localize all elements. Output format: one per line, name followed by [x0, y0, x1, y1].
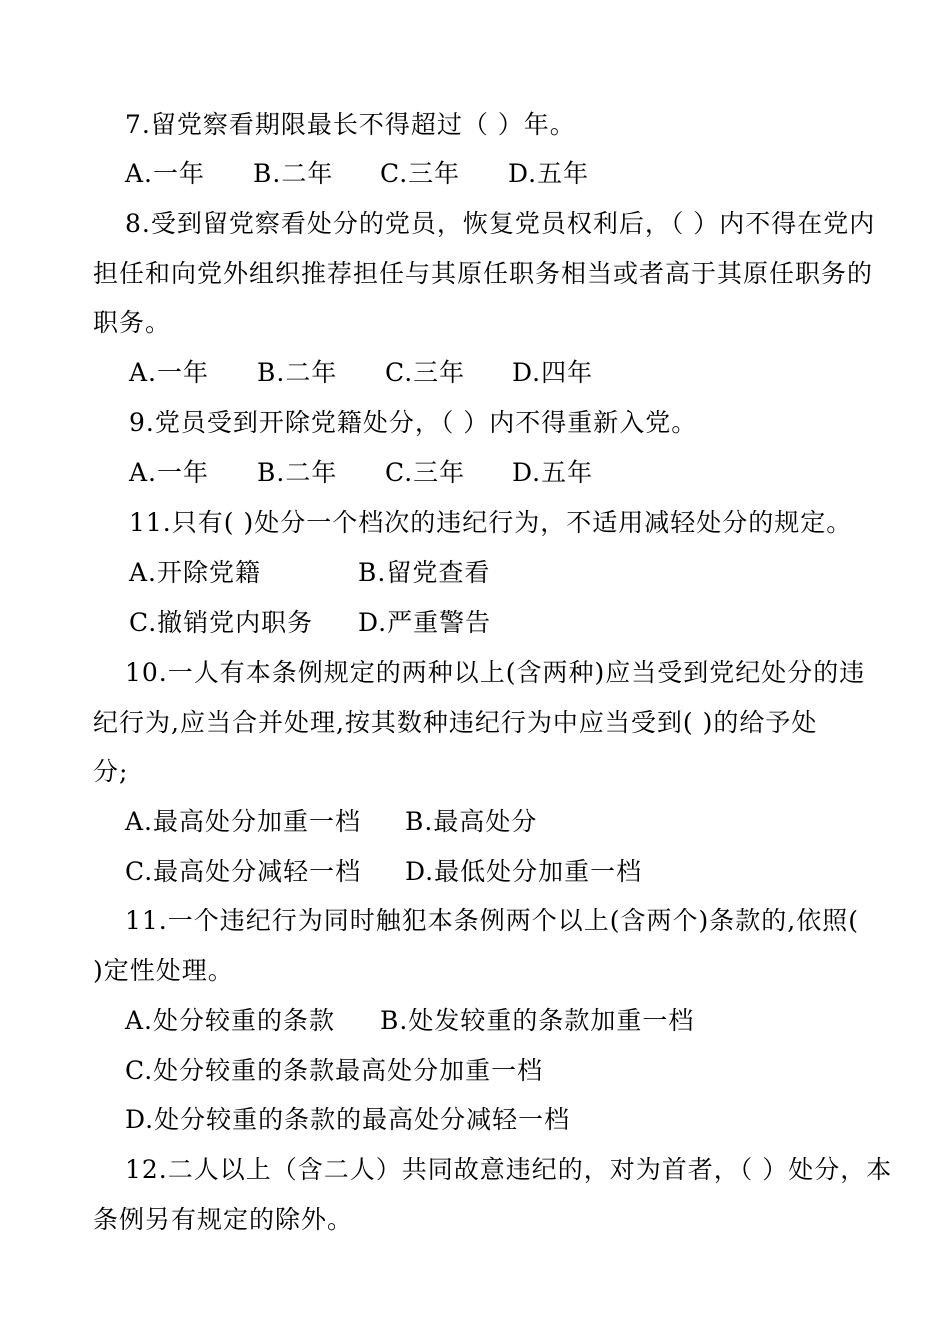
stem-text: 12.二人以上（含二人）共同故意违纪的，对为首者，（ ）处分，本	[125, 1155, 893, 1184]
option-b: B.二年	[253, 159, 334, 188]
option-b: B.处发较重的条款加重一档	[380, 1006, 695, 1035]
option-a: A.一年	[125, 159, 206, 188]
option-d: D.四年	[512, 358, 594, 387]
option-a: A.最高处分加重一档	[125, 807, 362, 836]
stem-text: 分;	[93, 757, 129, 786]
stem-text: 10.一人有本条例规定的两种以上(含两种)应当受到党纪处分的违	[125, 658, 866, 687]
stem-text: 11.一个违纪行为同时触犯本条例两个以上(含两个)条款的,依照(	[125, 906, 859, 935]
option-c: C.三年	[385, 358, 466, 387]
stem-text: 纪行为,应当合并处理,按其数种违纪行为中应当受到( )的给予处	[93, 708, 818, 737]
option-b: B.最高处分	[405, 807, 538, 836]
option-d: D.处分较重的条款的最高处分减轻一档	[125, 1105, 571, 1134]
stem-text: 8.受到留党察看处分的党员，恢复党员权利后，（ ）内不得在党内	[125, 209, 876, 238]
stem-text: 7.留党察看期限最长不得超过（ ）年。	[125, 110, 576, 139]
option-c: C.处分较重的条款最高处分加重一档	[125, 1056, 544, 1085]
option-a: A.一年	[129, 458, 210, 487]
option-a: A.处分较重的条款	[125, 1006, 336, 1035]
option-d: D.五年	[512, 458, 594, 487]
option-d: D.最低处分加重一档	[405, 857, 643, 886]
stem-text: 职务。	[93, 308, 172, 337]
stem-text: )定性处理。	[93, 956, 234, 985]
option-d: D.严重警告	[358, 608, 492, 637]
option-d: D.五年	[508, 159, 590, 188]
option-c: C.三年	[385, 458, 466, 487]
stem-text: 条例另有规定的除外。	[93, 1205, 354, 1234]
option-c: C.撤销党内职务	[129, 608, 314, 637]
option-b: B.二年	[257, 358, 338, 387]
stem-text: 9.党员受到开除党籍处分，（ ）内不得重新入党。	[129, 408, 698, 437]
stem-text: 担任和向党外组织推荐担任与其原任职务相当或者高于其原任职务的	[93, 259, 874, 288]
option-b: B.二年	[257, 458, 338, 487]
option-c: C.最高处分减轻一档	[125, 857, 362, 886]
option-a: A.一年	[129, 358, 210, 387]
option-a: A.开除党籍	[129, 558, 262, 587]
stem-text: 11.只有( )处分一个档次的违纪行为，不适用减轻处分的规定。	[129, 508, 853, 537]
option-c: C.三年	[380, 159, 461, 188]
option-b: B.留党查看	[358, 558, 491, 587]
